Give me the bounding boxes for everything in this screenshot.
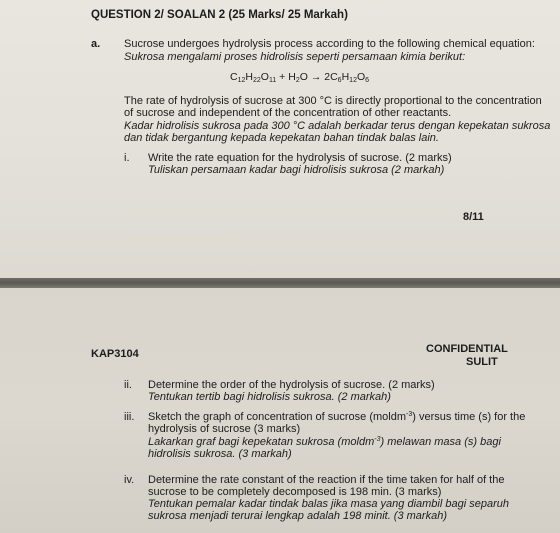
- rate-text-en-2: of sucrose and independent of the concentration of other reactants.: [124, 107, 452, 119]
- sub-iii-malay-1: Lakarkan graf bagi kepekatan sukrosa (moldm$^{-3}$) melawan masa (s) bagi: [148, 436, 501, 448]
- sub-iv-malay-1: Tentukan pemalar kadar tindak balas jika masa yang diambil bagi separuh: [148, 498, 509, 510]
- confidential-label: CONFIDENTIAL: [426, 343, 508, 355]
- arrow-icon: →: [310, 71, 322, 83]
- sub-ii-english: Determine the order of the hydrolysis of sucrose. (2 marks): [148, 379, 435, 391]
- sub-ii-label: ii.: [124, 379, 132, 391]
- intro-malay: Sukrosa mengalami proses hidrolisis seperti persamaan kimia berikut:: [124, 51, 466, 63]
- chemical-equation: $C_{12}H_{22}O_{11} + H_2O \to 2C_6H_{12}O_6$: [230, 71, 370, 84]
- rate-text-ms-1: Kadar hidrolisis sukrosa pada 300 °C adalah berkadar terus dengan kepekatan sukrosa: [124, 120, 551, 132]
- page-number: 8/11: [463, 211, 484, 223]
- sub-iv-english-2: sucrose to be completely decomposed is 198 min. (3 marks): [148, 486, 442, 498]
- sub-ii-malay: Tentukan tertib bagi hidrolisis sukrosa. (2 markah): [148, 391, 391, 403]
- sub-i-english: Write the rate equation for the hydrolysis of sucrose. (2 marks): [148, 152, 452, 164]
- sub-iii-label: iii.: [124, 411, 135, 423]
- sub-iv-english-1: Determine the rate constant of the reaction if the time taken for half of the: [148, 474, 505, 486]
- rate-text-en-1: The rate of hydrolysis of sucrose at 300 °C is directly proportional to the concentration: [124, 95, 542, 107]
- sub-iii-english-2: hydrolysis of sucrose (3 marks): [148, 423, 301, 435]
- sub-iv-label: iv.: [124, 474, 135, 486]
- course-code: KAP3104: [91, 348, 139, 360]
- intro-english: Sucrose undergoes hydrolysis process according to the following chemical equation:: [124, 38, 535, 50]
- sulit-label: SULIT: [466, 356, 498, 368]
- sub-i-label: i.: [124, 152, 130, 164]
- sub-iv-malay-2: sukrosa menjadi terurai lengkap adalah 198 minit. (3 markah): [148, 510, 447, 522]
- sub-iii-english-1: Sketch the graph of concentration of sucrose (moldm$^{-3}$) versus time (s) for the: [148, 411, 526, 423]
- part-a-label: a.: [91, 38, 101, 50]
- sub-i-malay: Tuliskan persamaan kadar bagi hidrolisis sukrosa (2 markah): [148, 164, 445, 176]
- page-gap-divider: [0, 278, 560, 288]
- question-header: QUESTION 2/ SOALAN 2 (25 Marks/ 25 Markah): [91, 9, 348, 21]
- rate-text-ms-2: dan tidak bergantung kepada kepekatan bahan tindak balas lain.: [124, 132, 439, 144]
- sub-iii-malay-2: hidrolisis sukrosa. (3 markah): [148, 448, 292, 460]
